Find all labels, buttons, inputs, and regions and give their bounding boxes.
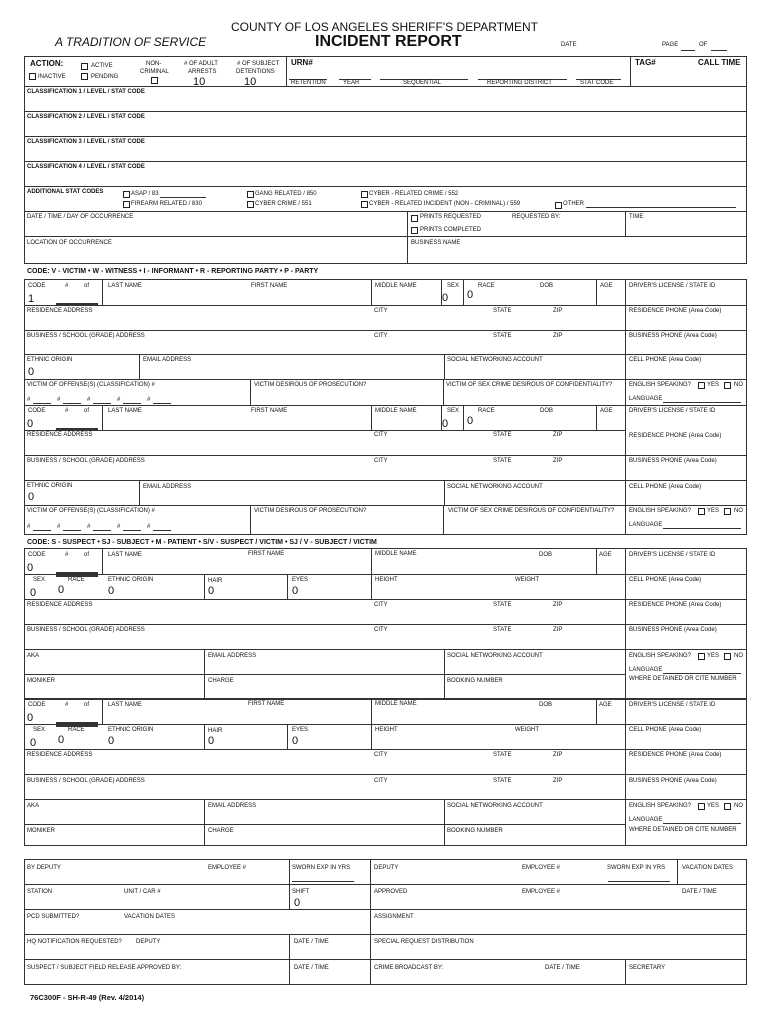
s2-moniker-label: MONIKER [27,828,56,834]
v2-dl-label: DRIVER'S LICENSE / STATE ID [629,408,716,414]
s1-eyes-value[interactable]: 0 [292,585,299,597]
s2-english-yes-checkbox[interactable] [698,803,705,810]
s2-yes-label: YES [707,803,720,809]
v1-offense-field-1[interactable] [33,403,51,404]
s1-detained-label: WHERE DETAINED OR CITE NUMBER [629,676,737,682]
s1-race-value[interactable]: 0 [58,584,65,596]
v1-bus-address-label: BUSINESS / SCHOOL (GRADE) ADDRESS [27,333,145,339]
approved-label: APPROVED [374,889,408,895]
v1-res-address-label: RESIDENCE ADDRESS [27,308,93,314]
v1-zip-label: ZIP [553,308,563,314]
s1-bus-zip-label: ZIP [553,627,563,633]
v2-yes-label: YES [707,508,720,514]
shift-label: SHIFT [292,889,310,895]
v1-code-label: CODE [28,283,46,289]
s1-last-name-label: LAST NAME [108,552,142,558]
retention-label: RETENTION [291,80,326,86]
deputy-vacation-label: VACATION DATES [682,865,734,871]
v1-english-no-checkbox[interactable] [724,382,731,389]
firearm-checkbox[interactable] [123,201,130,208]
s1-bus-state-label: STATE [493,627,512,633]
s1-hash-label: # [65,552,69,558]
v1-first-name-label: FIRST NAME [251,283,288,289]
s1-yes-label: YES [707,653,720,659]
non-criminal-label: NON- [146,61,162,67]
v2-code-value[interactable]: 0 [27,418,34,430]
s1-race-label: RACE [68,577,85,583]
s2-weight-label: WEIGHT [515,727,539,733]
gang-checkbox[interactable] [247,191,254,198]
deputy-label: DEPUTY [374,865,399,871]
s2-booking-label: BOOKING NUMBER [447,828,503,834]
pending-label: PENDING [91,74,119,80]
approved-employee-label: EMPLOYEE # [522,889,561,895]
v1-code-value[interactable]: 1 [28,293,35,305]
v2-sex-label: SEX [447,408,460,414]
shift-value[interactable]: 0 [294,897,301,909]
v1-prosecution-label: VICTIM DESIROUS OF PROSECUTION? [254,382,367,388]
v2-cell-label: CELL PHONE (Area Code) [629,484,702,490]
s1-sex-label: SEX [33,577,46,583]
s2-city-label: CITY [374,752,388,758]
s1-hair-label: HAIR [208,578,223,584]
by-deputy-sworn-label: SWORN EXP IN YRS [292,865,351,871]
page-number-field[interactable] [681,50,695,51]
s2-height-label: HEIGHT [375,727,398,733]
s1-bus-phone-label: BUSINESS PHONE (Area Code) [629,627,717,633]
s1-bus-city-label: CITY [374,627,388,633]
active-checkbox[interactable] [81,63,88,70]
cyber-crime-checkbox[interactable] [247,201,254,208]
s1-code-label: CODE [28,552,46,558]
special-distribution-label: SPECIAL REQUEST DISTRIBUTION [374,939,474,945]
prints-completed-checkbox[interactable] [411,227,418,234]
v1-dl-label: DRIVER'S LICENSE / STATE ID [629,283,716,289]
s1-res-address-label: RESIDENCE ADDRESS [27,602,93,608]
s1-english-label: ENGLISH SPEAKING? [629,653,692,659]
prints-requested-label: PRINTS REQUESTED [420,214,482,220]
v2-email-label: EMAIL ADDRESS [143,484,192,490]
s2-bus-address-label: BUSINESS / SCHOOL (GRADE) ADDRESS [27,778,145,784]
s1-age-label: AGE [599,552,612,558]
by-deputy-label: BY DEPUTY [27,865,61,871]
s2-hair-label: HAIR [208,728,223,734]
v2-bus-zip-label: ZIP [553,458,563,464]
v2-of-label: of [84,408,90,414]
classification-3-label: CLASSIFICATION 3 / LEVEL / STAT CODE [27,139,145,145]
subject-detentions-value[interactable]: 10 [244,76,257,88]
v2-no-label: NO [734,508,743,514]
v2-bus-address-label: BUSINESS / SCHOOL (GRADE) ADDRESS [27,458,145,464]
v1-number-field[interactable] [56,303,98,305]
s2-eyes-label: EYES [292,727,309,733]
secretary-label: SECRETARY [629,965,666,971]
broadcast-date-time-label: DATE / TIME [545,965,580,971]
v2-number-field[interactable] [56,428,98,430]
subject-detentions-label: # OF SUBJECT [237,61,280,67]
suspect-section [24,548,747,846]
v2-age-label: AGE [600,408,613,414]
v1-offense-hash-4: # [117,397,121,403]
v2-last-name-label: LAST NAME [108,408,142,414]
v2-code-label: CODE [28,408,46,414]
s1-code-value[interactable]: 0 [27,562,34,574]
adult-arrests-label-2: ARRESTS [188,69,217,75]
s1-height-label: HEIGHT [375,577,398,583]
s2-middle-name-label: MIDDLE NAME [375,701,417,707]
deputy-sworn-field[interactable] [608,881,670,882]
s1-email-label: EMAIL ADDRESS [208,653,257,659]
s1-ethnic-label: ETHNIC ORIGIN [108,577,154,583]
adult-arrests-label: # OF ADULT [184,61,218,67]
s2-charge-label: CHARGE [208,828,234,834]
v1-social-label: SOCIAL NETWORKING ACCOUNT [447,357,543,363]
time-label: TIME [629,214,644,220]
v2-offense-hash-5: # [147,524,151,530]
s2-ethnic-label: ETHNIC ORIGIN [108,727,154,733]
v1-language-label: LANGUAGE [629,396,663,402]
by-deputy-employee-label: EMPLOYEE # [208,865,247,871]
s1-moniker-label: MONIKER [27,678,56,684]
v1-state-label: STATE [493,308,512,314]
v1-bus-phone-label: BUSINESS PHONE (Area Code) [629,333,717,339]
v1-bus-state-label: STATE [493,333,512,339]
year-label: YEAR [343,80,360,86]
s2-english-no-checkbox[interactable] [724,803,731,810]
s2-code-value[interactable]: 0 [27,712,34,724]
v2-dob-label: DOB [540,408,554,414]
s1-number-field[interactable] [56,572,98,574]
v1-offense-field-4[interactable] [123,403,141,404]
active-label: ACTIVE [91,63,113,69]
classification-4-label: CLASSIFICATION 4 / LEVEL / STAT CODE [27,164,145,170]
of-label: OF [699,42,708,48]
v2-race-label: RACE [478,408,495,414]
v1-sex-label: SEX [447,283,460,289]
v2-bus-state-label: STATE [493,458,512,464]
s1-booking-label: BOOKING NUMBER [447,678,503,684]
v2-offense-field-1[interactable] [33,530,51,531]
v1-cell-label: CELL PHONE (Area Code) [629,357,702,363]
v1-ethnic-value[interactable]: 0 [28,366,35,378]
suspect-codes-legend: CODE: S - SUSPECT • SJ - SUBJECT • M - PATIENT • S/V - SUSPECT / VICTIM • SJ / V - SUBJECT / VICTIM [27,539,377,546]
v1-res-phone-label: RESIDENCE PHONE (Area Code) [629,308,722,314]
v1-city-label: CITY [374,308,388,314]
victim-section [24,279,747,535]
non-criminal-label-2: CRIMINAL [140,69,169,75]
asap-checkbox[interactable] [123,191,130,198]
v2-zip-label: ZIP [553,432,563,438]
s2-sex-value[interactable]: 0 [30,737,37,749]
s2-race-label: RACE [68,727,85,733]
broadcast-label: CRIME BROADCAST BY: [374,965,444,971]
s1-bus-address-label: BUSINESS / SCHOOL (GRADE) ADDRESS [27,627,145,633]
s2-eyes-value[interactable]: 0 [292,735,299,747]
v2-offense-field-2[interactable] [63,530,81,531]
adult-arrests-value[interactable]: 10 [193,76,206,88]
stat-code-label: STAT CODE [580,80,614,86]
s2-code-label: CODE [28,702,46,708]
s1-english-yes-checkbox[interactable] [698,653,705,660]
victim-codes-legend: CODE: V - VICTIM • W - WITNESS • I - INFORMANT • R - REPORTING PARTY • P - PARTY [27,268,319,275]
v2-ethnic-label: ETHNIC ORIGIN [27,483,73,489]
v2-language-field[interactable] [663,528,741,529]
v2-english-no-checkbox[interactable] [724,508,731,515]
v1-dob-label: DOB [540,283,554,289]
s2-number-field[interactable] [56,722,98,724]
v2-english-label: ENGLISH SPEAKING? [629,508,692,514]
s1-dob-label: DOB [539,552,553,558]
v2-english-yes-checkbox[interactable] [698,508,705,515]
v1-offense-field-3[interactable] [93,403,111,404]
v2-offense-hash-2: # [57,524,61,530]
classification-2-label: CLASSIFICATION 2 / LEVEL / STAT CODE [27,114,145,120]
s1-first-name-label: FIRST NAME [248,551,285,557]
s2-aka-label: AKA [27,803,40,809]
s1-charge-label: CHARGE [208,678,234,684]
action-label: ACTION: [30,59,64,68]
v2-prosecution-label: VICTIM DESIROUS OF PROSECUTION? [254,508,367,514]
v1-offense-field-5[interactable] [153,403,171,404]
date-label: DATE [561,42,577,48]
v1-offense-hash-2: # [57,397,61,403]
s1-eyes-label: EYES [292,577,309,583]
pcd-vacation-label: VACATION DATES [124,914,176,920]
v2-ethnic-value[interactable]: 0 [28,491,35,503]
v1-race-value[interactable]: 0 [467,289,474,301]
v2-sex-value[interactable]: 0 [442,418,449,430]
s2-social-label: SOCIAL NETWORKING ACCOUNT [447,803,543,809]
cyber-incident-checkbox[interactable] [361,201,368,208]
s2-res-phone-label: RESIDENCE PHONE (Area Code) [629,752,722,758]
page-title: INCIDENT REPORT [315,33,462,50]
v2-hash-label: # [65,408,69,414]
inactive-checkbox[interactable] [29,73,36,80]
s2-dob-label: DOB [539,702,553,708]
s2-no-label: NO [734,803,743,809]
s2-bus-state-label: STATE [493,778,512,784]
s2-bus-city-label: CITY [374,778,388,784]
v2-middle-name-label: MIDDLE NAME [375,408,417,414]
pcd-label: PCD SUBMITTED? [27,914,80,920]
call-time-label: CALL TIME [698,58,741,67]
v2-social-label: SOCIAL NETWORKING ACCOUNT [447,484,543,490]
s2-hash-label: # [65,702,69,708]
s2-first-name-label: FIRST NAME [248,701,285,707]
field-release-label: SUSPECT / SUBJECT FIELD RELEASE APPROVED BY: [27,965,182,971]
s2-race-value[interactable]: 0 [58,734,65,746]
v1-race-label: RACE [478,283,495,289]
v1-english-yes-checkbox[interactable] [698,382,705,389]
unit-car-label: UNIT / CAR # [124,889,161,895]
v1-email-label: EMAIL ADDRESS [143,357,192,363]
s2-age-label: AGE [599,702,612,708]
s2-language-field[interactable] [663,823,741,824]
s2-of-label: of [84,702,90,708]
s2-dl-label: DRIVER'S LICENSE / STATE ID [629,702,716,708]
s1-state-label: STATE [493,602,512,608]
v2-offense-field-3[interactable] [93,530,111,531]
date-time-label: DATE / TIME / DAY OF OCCURRENCE [27,214,134,220]
s1-zip-label: ZIP [553,602,563,608]
page-label: PAGE [662,42,679,48]
other-checkbox[interactable] [555,202,562,209]
s2-res-address-label: RESIDENCE ADDRESS [27,752,93,758]
v1-offense-hash-3: # [87,397,91,403]
s2-state-label: STATE [493,752,512,758]
cyber-related-label: CYBER - RELATED CRIME / 552 [369,191,459,197]
s1-language-field[interactable] [663,673,741,674]
approved-date-time-label: DATE / TIME [682,889,717,895]
v1-offense-hash-5: # [147,397,151,403]
v2-bus-city-label: CITY [374,458,388,464]
asap-label: ASAP / 83 [131,191,159,197]
v1-bus-zip-label: ZIP [553,333,563,339]
s2-english-label: ENGLISH SPEAKING? [629,803,692,809]
cyber-related-checkbox[interactable] [361,191,368,198]
s2-email-label: EMAIL ADDRESS [208,803,257,809]
v2-offense-hash-3: # [87,524,91,530]
v1-hash-label: # [65,283,69,289]
v1-victim-offense-label: VICTIM OF OFFENSE(S) (CLASSIFICATION) # [27,382,155,388]
v1-offense-field-2[interactable] [63,403,81,404]
subject-detentions-label-2: DETENTIONS [236,69,275,75]
page-total-field[interactable] [711,50,727,51]
s1-of-label: of [84,552,90,558]
additional-stat-codes-label: ADDITIONAL STAT CODES [27,189,104,195]
gang-label: GANG RELATED / 850 [255,191,317,197]
v2-race-value[interactable]: 0 [467,415,474,427]
s2-detained-label: WHERE DETAINED OR CITE NUMBER [629,827,737,833]
location-label: LOCATION OF OCCURRENCE [27,240,112,246]
v1-sex-value[interactable]: 0 [442,292,449,304]
form-number: 76C300F - SH-R-49 (Rev. 4/2014) [30,993,145,1002]
v1-language-field[interactable] [663,402,741,403]
v2-res-phone-label: RESIDENCE PHONE (Area Code) [629,433,722,439]
v1-last-name-label: LAST NAME [108,283,142,289]
reporting-district-label: REPORTING DISTRICT [487,80,552,86]
v2-sex-crime-label: VICTIM OF SEX CRIME DESIROUS OF CONFIDENTIALITY? [448,508,615,514]
v2-city-label: CITY [374,432,388,438]
s1-race-divider [56,575,98,577]
release-date-time-label: DATE / TIME [294,965,329,971]
v2-language-label: LANGUAGE [629,522,663,528]
deputy-employee-label: EMPLOYEE # [522,865,561,871]
s1-aka-label: AKA [27,653,40,659]
s1-no-label: NO [734,653,743,659]
assignment-label: ASSIGNMENT [374,914,414,920]
s1-weight-label: WEIGHT [515,577,539,583]
top-section [24,56,747,264]
s1-hair-value[interactable]: 0 [208,585,215,597]
v1-of-label: of [84,283,90,289]
s1-middle-name-label: MIDDLE NAME [375,551,417,557]
v1-sex-crime-label: VICTIM OF SEX CRIME DESIROUS OF CONFIDENTIALITY? [446,382,613,388]
s2-zip-label: ZIP [553,752,563,758]
firearm-label: FIREARM RELATED / 830 [131,201,202,207]
s1-english-no-checkbox[interactable] [724,653,731,660]
asap-field[interactable] [160,197,206,198]
cyber-crime-label: CYBER CRIME / 551 [255,201,312,207]
s2-ethnic-value[interactable]: 0 [108,735,115,747]
s1-sex-value[interactable]: 0 [30,587,37,599]
v1-ethnic-label: ETHNIC ORIGIN [27,357,73,363]
cyber-incident-label: CYBER - RELATED INCIDENT (NON - CRIMINAL) / 559 [369,201,521,207]
v1-yes-label: YES [707,382,720,388]
v2-res-address-label: RESIDENCE ADDRESS [27,432,93,438]
deputy-sworn-label: SWORN EXP IN YRS [607,865,666,871]
s1-cell-label: CELL PHONE (Area Code) [629,577,702,583]
s1-social-label: SOCIAL NETWORKING ACCOUNT [447,653,543,659]
s1-language-label: LANGUAGE [629,667,663,673]
other-field[interactable] [586,207,736,208]
motto: A TRADITION OF SERVICE [55,35,207,49]
tag-label: TAG# [635,58,656,67]
other-label: OTHER [563,201,584,207]
v1-age-label: AGE [600,283,613,289]
v2-offense-hash-4: # [117,524,121,530]
s2-sex-label: SEX [33,727,46,733]
v2-state-label: STATE [493,432,512,438]
s1-dl-label: DRIVER'S LICENSE / STATE ID [629,552,716,558]
s2-bus-zip-label: ZIP [553,778,563,784]
s2-last-name-label: LAST NAME [108,702,142,708]
pending-checkbox[interactable] [81,73,88,80]
s2-cell-label: CELL PHONE (Area Code) [629,727,702,733]
v2-first-name-label: FIRST NAME [251,408,288,414]
s1-res-phone-label: RESIDENCE PHONE (Area Code) [629,602,722,608]
inactive-label: INACTIVE [38,74,66,80]
s1-city-label: CITY [374,602,388,608]
v1-bus-city-label: CITY [374,333,388,339]
v1-no-label: NO [734,382,743,388]
s2-bus-phone-label: BUSINESS PHONE (Area Code) [629,778,717,784]
department-name: COUNTY OF LOS ANGELES SHERIFF'S DEPARTMENT [231,20,539,34]
non-criminal-checkbox[interactable] [151,77,158,84]
s2-language-label: LANGUAGE [629,817,663,823]
v1-english-label: ENGLISH SPEAKING? [629,382,692,388]
classification-1-label: CLASSIFICATION 1 / LEVEL / STAT CODE [27,89,145,95]
business-name-label: BUSINESS NAME [411,240,461,246]
v2-offense-field-5[interactable] [153,530,171,531]
sequential-label: SEQUENTIAL [403,80,442,86]
v1-middle-name-label: MIDDLE NAME [375,283,417,289]
v2-bus-phone-label: BUSINESS PHONE (Area Code) [629,458,717,464]
urn-label: URN# [291,58,313,67]
by-deputy-sworn-field[interactable] [292,881,354,882]
requested-by-label: REQUESTED BY: [512,214,561,220]
hq-date-time-label: DATE / TIME [294,939,329,945]
v2-offense-hash-1: # [27,524,31,530]
hq-deputy-label: DEPUTY [136,939,161,945]
v2-offense-field-4[interactable] [123,530,141,531]
s1-ethnic-value[interactable]: 0 [108,585,115,597]
hq-label: HQ NOTIFICATION REQUESTED? [27,939,122,945]
s2-hair-value[interactable]: 0 [208,735,215,747]
station-label: STATION [27,889,53,895]
prints-requested-checkbox[interactable] [411,215,418,222]
prints-completed-label: PRINTS COMPLETED [420,227,482,233]
v1-offense-hash-1: # [27,397,31,403]
s2-race-divider [56,725,98,727]
v2-victim-offense-label: VICTIM OF OFFENSE(S) (CLASSIFICATION) # [27,508,155,514]
